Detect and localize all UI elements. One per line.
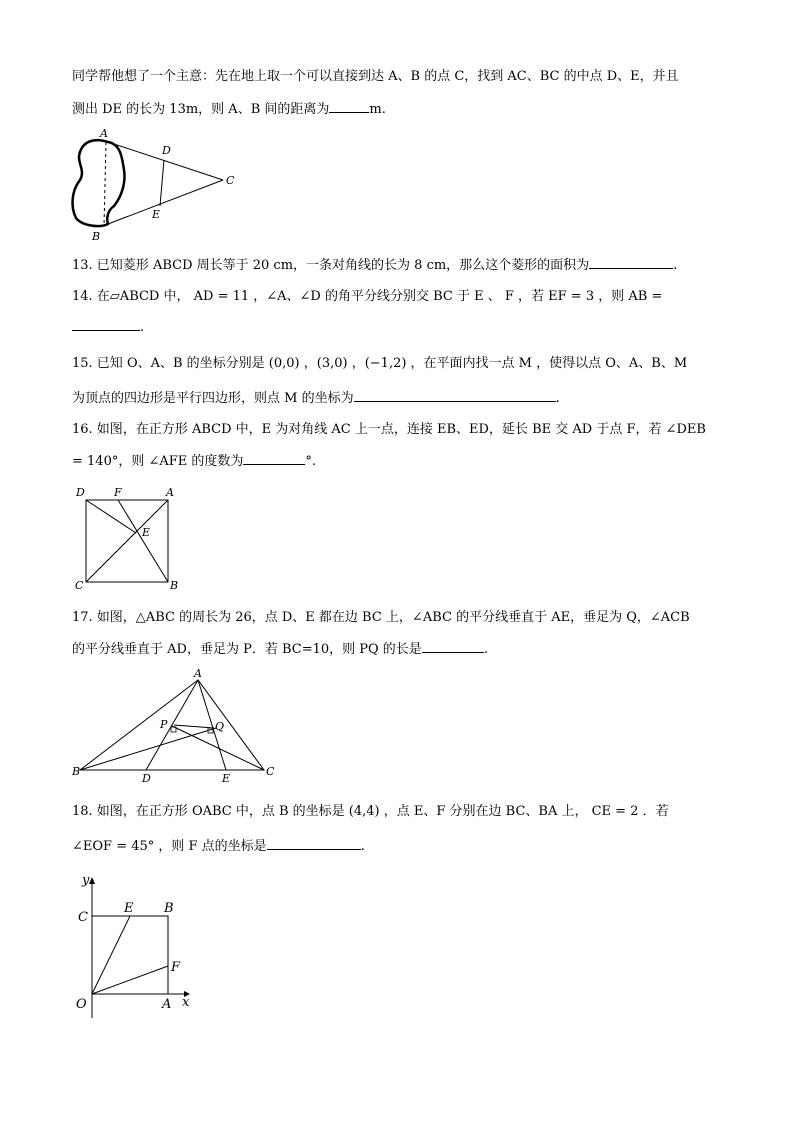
answer-blank-13[interactable] bbox=[589, 256, 673, 269]
figure-triangle-abc bbox=[70, 666, 280, 786]
q18-line1: 18. 如图，在正方形 OABC 中，点 B 的坐标是 (4,4) ，点 E、F 分别在边 BC、BA 上， CE = 2 ．若 bbox=[72, 804, 669, 819]
answer-blank-17[interactable] bbox=[422, 640, 484, 653]
figure-coordinate-square bbox=[72, 870, 197, 1020]
segment-ab-dashed bbox=[104, 142, 106, 226]
diagonal-ac bbox=[86, 500, 168, 582]
segment-de bbox=[160, 160, 164, 206]
q13-text: 13. 已知菱形 ABCD 周长等于 20 cm，一条对角线的长为 8 cm，那么这个菱形的面积为 bbox=[72, 258, 590, 273]
q18-line2 bbox=[72, 837, 365, 856]
label-a: A bbox=[166, 486, 174, 499]
label-b: B bbox=[164, 901, 174, 916]
label-c: C bbox=[75, 579, 84, 592]
q18-line2-text: ∠EOF = 45° ，则 F 点的坐标是 bbox=[72, 839, 267, 854]
label-x: x bbox=[182, 995, 190, 1010]
label-o: O bbox=[76, 997, 87, 1012]
label-a: A bbox=[194, 667, 202, 680]
label-b: B bbox=[92, 230, 101, 243]
label-p: P bbox=[160, 718, 168, 731]
square-oabc bbox=[92, 916, 168, 994]
figure-square-abcd bbox=[72, 485, 182, 590]
segment-ad bbox=[146, 680, 198, 770]
label-c: C bbox=[226, 174, 235, 187]
q17-line2 bbox=[72, 640, 488, 659]
label-a: A bbox=[162, 997, 172, 1012]
segment-bf bbox=[118, 500, 168, 582]
label-d: D bbox=[162, 144, 171, 157]
label-c: C bbox=[78, 910, 88, 925]
q16-line2-text: = 140°，则 ∠AFE 的度数为 bbox=[72, 454, 244, 469]
q13-line bbox=[72, 256, 677, 275]
segment-pq bbox=[174, 725, 214, 728]
q12-line2-unit: m. bbox=[369, 102, 386, 117]
q13-post: . bbox=[673, 258, 678, 273]
q14-line1: 14. 在▱ABCD 中， AD = 11 ，∠A、∠D 的角平分线分别交 BC 于 E 、 F ，若 EF = 3 ，则 AB = bbox=[72, 289, 663, 304]
q15-line2-text: 为顶点的四边形是平行四边形，则点 M 的坐标为 bbox=[72, 391, 354, 406]
label-d: D bbox=[76, 486, 85, 499]
label-e: E bbox=[152, 208, 161, 221]
y-axis-arrow bbox=[89, 877, 95, 884]
label-b: B bbox=[72, 765, 81, 778]
q16-line2 bbox=[72, 452, 316, 471]
label-q: Q bbox=[215, 720, 225, 733]
q15-line1: 15. 已知 O、A、B 的坐标分别是 (0,0) ，(3,0) ，(−1,2) ，在平面内找一点 M ，使得以点 O、A、B、M bbox=[72, 356, 688, 371]
label-b: B bbox=[170, 579, 179, 592]
q17-line2-text: 的平分线垂直于 AD，垂足为 P．若 BC=10，则 PQ 的长是 bbox=[72, 642, 422, 657]
q16-line1: 16. 如图，在正方形 ABCD 中，E 为对角线 AC 上一点，连接 EB、ED，延长 BE 交 AD 于点 F，若 ∠DEB bbox=[72, 422, 706, 437]
segment-bq bbox=[80, 728, 216, 770]
label-y: y bbox=[82, 873, 90, 888]
answer-blank-14[interactable] bbox=[72, 318, 140, 331]
figure-pond-triangle bbox=[66, 126, 246, 244]
q15-post: . bbox=[555, 391, 560, 406]
segment-bc bbox=[108, 180, 223, 224]
pond-shape bbox=[73, 140, 125, 226]
q15-line2 bbox=[72, 389, 560, 408]
q17-post: . bbox=[483, 642, 488, 657]
q14-line2 bbox=[72, 318, 144, 337]
q12-line2-text: 测出 DE 的长为 13m，则 A、B 间的距离为 bbox=[72, 102, 330, 117]
answer-blank-16[interactable] bbox=[243, 452, 305, 465]
q14-post: . bbox=[140, 320, 145, 335]
label-d: D bbox=[142, 772, 151, 785]
label-e: E bbox=[124, 901, 134, 916]
label-c: C bbox=[266, 765, 275, 778]
answer-blank-18[interactable] bbox=[267, 837, 361, 850]
answer-blank-12[interactable] bbox=[329, 100, 369, 113]
label-e: E bbox=[222, 772, 231, 785]
label-a: A bbox=[100, 127, 108, 140]
q16-post: °. bbox=[305, 454, 317, 469]
q18-post: . bbox=[360, 839, 365, 854]
q12-line1: 同学帮他想了一个主意：先在地上取一个可以直接到达 A、B 的点 C，找到 AC、BC 的中点 D、E，并且 bbox=[72, 69, 679, 84]
q12-line2 bbox=[72, 100, 386, 119]
label-e: E bbox=[142, 526, 151, 539]
label-f: F bbox=[171, 960, 181, 975]
answer-blank-15[interactable] bbox=[354, 389, 556, 402]
q17-line1: 17. 如图，△ABC 的周长为 26，点 D、E 都在边 BC 上，∠ABC 的平分线垂直于 AE，垂足为 Q，∠ACB bbox=[72, 610, 690, 625]
label-f: F bbox=[114, 486, 122, 499]
